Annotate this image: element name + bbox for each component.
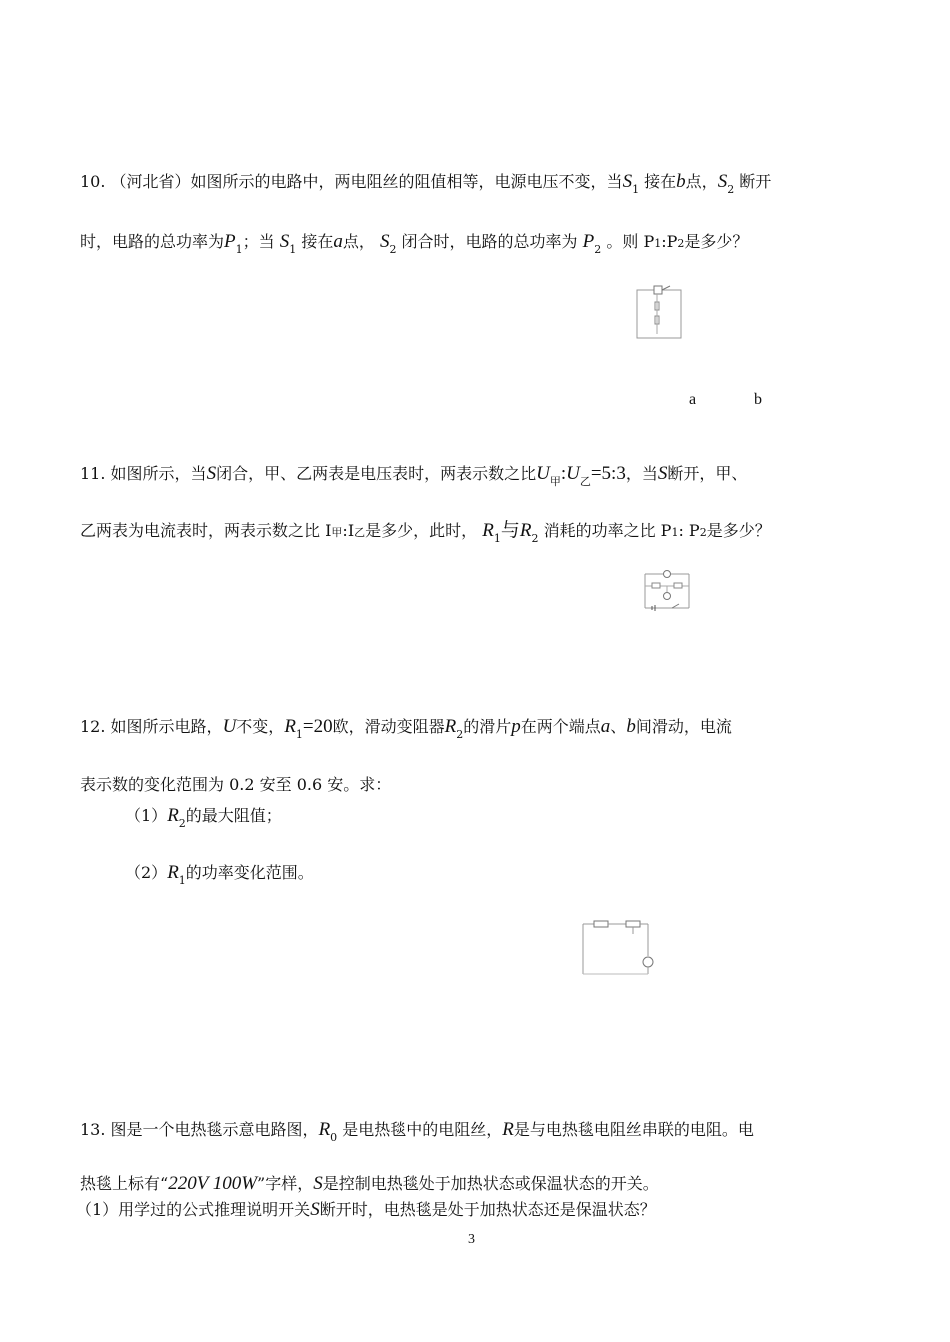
math-p: p (511, 716, 521, 737)
math-b: b (676, 171, 686, 192)
q11-text: : P (678, 521, 700, 540)
subscript: 2 (531, 532, 539, 545)
math-r: R (318, 1119, 331, 1140)
q12-text: 的功率变化范围。 (185, 863, 314, 882)
q12-text: 如图所示电路， (110, 717, 223, 736)
q10-text: 断开 (739, 172, 772, 191)
subscript: 2 (677, 237, 685, 250)
q10-text: （河北省）如图所示的电路中，两电阻丝的阻值相等，电源电压不变，当 (110, 172, 623, 191)
q12-number: 12. (80, 717, 106, 736)
math-ratio: =5:3 (590, 463, 626, 484)
q13-line2 (80, 1174, 659, 1194)
q11-text: 如图所示，当 (110, 464, 207, 483)
q12-text: 欧，滑动变阻器 (332, 717, 445, 736)
math-r: R (444, 716, 457, 737)
math-a: a (333, 231, 343, 252)
math-s: S (622, 171, 633, 192)
q13-text: （1）用学过的公式推理说明开关 (76, 1200, 311, 1219)
q10-text: 是多少？ (684, 232, 749, 251)
q10-text: 接在 (301, 232, 334, 251)
math-s: S (279, 231, 290, 252)
subscript: 2 (594, 243, 602, 256)
subscript: 1 (654, 237, 662, 250)
q11-text: ，当 (625, 464, 658, 483)
q10-text: 点， (342, 232, 375, 251)
math-p: P (582, 231, 595, 252)
subscript: 1 (289, 243, 297, 256)
math-r: R (482, 520, 494, 541)
math-s: S (310, 1199, 320, 1220)
subscript: 2 (699, 526, 707, 539)
subscript: 乙 (579, 475, 591, 488)
q10-text: ；当 (242, 232, 275, 251)
subscript: 2 (178, 817, 186, 830)
q12-text: （2） (125, 863, 168, 882)
math-s: S (313, 1173, 323, 1194)
q11-text: 乙两表为电流表时，两表示数之比 I (80, 521, 332, 540)
subscript: 1 (295, 728, 303, 741)
q13-text: 图是一个电热毯示意电路图， (110, 1120, 319, 1139)
math-r: R (167, 805, 179, 826)
q12-text: 在两个端点 (520, 717, 601, 736)
q13-text: 断开时，电热毯是处于加热状态还是保温状态？ (319, 1200, 656, 1219)
math-u: U (222, 716, 237, 737)
subscript: 1 (632, 183, 640, 196)
q13-text: 是电热毯中的电阻丝， (342, 1120, 503, 1139)
label-b: b (754, 391, 762, 408)
math-rating: 220V 100W (168, 1173, 258, 1194)
math-s: S (206, 463, 217, 484)
q10-text: 时，电路的总功率为 (80, 232, 225, 251)
subscript: 1 (178, 874, 186, 887)
q11-text: 闭合，甲、乙两表是电压表时，两表示数之比 (216, 464, 537, 483)
q11-line1 (80, 464, 747, 486)
math-s: S (379, 231, 390, 252)
q12-text: 间滑动，电流 (635, 717, 732, 736)
math-a: a (600, 716, 611, 737)
q10-circuit-diagram (636, 284, 682, 340)
q11-line2 (80, 521, 771, 543)
subscript: 1 (235, 243, 243, 256)
q10-text: 。则 P (606, 232, 655, 251)
q10-line1 (80, 172, 771, 194)
q13-text: 是控制电热毯处于加热状态或保温状态的开关。 (322, 1174, 659, 1193)
math-r: R (284, 716, 296, 737)
q12-text: 的滑片 (463, 717, 512, 736)
q13-sub1 (76, 1200, 656, 1220)
q10-number: 10. (80, 172, 106, 191)
q11-text: 是多少，此时， (365, 521, 478, 540)
subscript: 乙 (354, 526, 366, 539)
q10-text: 接在 (644, 172, 677, 191)
q11-text: :I (342, 521, 355, 540)
q13-line1 (80, 1120, 754, 1142)
math-s: S (657, 463, 668, 484)
math-r: R (519, 520, 532, 541)
q11-text: 消耗的功率之比 P (543, 521, 672, 540)
q11-circuit-diagram (642, 568, 692, 612)
q12-circuit-diagram (580, 912, 656, 980)
q11-number: 11. (80, 464, 106, 483)
math-yu: 与 (500, 520, 520, 541)
q13-text: ”字样， (257, 1174, 314, 1193)
subscript: 甲 (331, 526, 343, 539)
math-r1-value: =20 (302, 716, 333, 737)
math-b: b (626, 716, 636, 737)
q12-text: （1） (125, 806, 168, 825)
subscript: 2 (456, 728, 464, 741)
label-a: a (689, 391, 697, 408)
q10-text: 点， (685, 172, 718, 191)
q11-text: 是多少？ (706, 521, 771, 540)
math-p: P (224, 231, 236, 252)
q10-text: 闭合时，电路的总功率为 (401, 232, 578, 251)
math-u: U (536, 463, 550, 484)
q12-sub1 (125, 806, 282, 828)
q12-line1 (80, 717, 732, 739)
q10-line2 (80, 232, 748, 254)
q12-line2: 表示数的变化范围为 0.2 安至 0.6 安。求： (80, 775, 392, 794)
subscript: 1 (671, 526, 679, 539)
q13-text: 热毯上标有“ (80, 1174, 169, 1193)
q13-number: 13. (80, 1120, 106, 1139)
math-r: R (167, 862, 179, 883)
math-colon: : (560, 463, 567, 484)
subscript: 2 (389, 243, 397, 256)
q12-text: 、 (610, 717, 627, 736)
math-u: U (566, 463, 580, 484)
q13-text: 是与电热毯电阻丝串联的电阻。电 (513, 1120, 754, 1139)
q10-text: :P (661, 232, 678, 251)
subscript: 2 (727, 183, 735, 196)
q12-text: 的最大阻值； (185, 806, 282, 825)
q12-sub2 (125, 863, 314, 885)
q11-text: 断开，甲、 (667, 464, 748, 483)
subscript: 1 (493, 532, 501, 545)
math-s: S (717, 171, 728, 192)
math-r: R (502, 1119, 514, 1140)
q12-text: 不变， (236, 717, 285, 736)
subscript: 0 (330, 1131, 338, 1144)
page-number: 3 (468, 1232, 475, 1247)
subscript: 甲 (549, 475, 561, 488)
